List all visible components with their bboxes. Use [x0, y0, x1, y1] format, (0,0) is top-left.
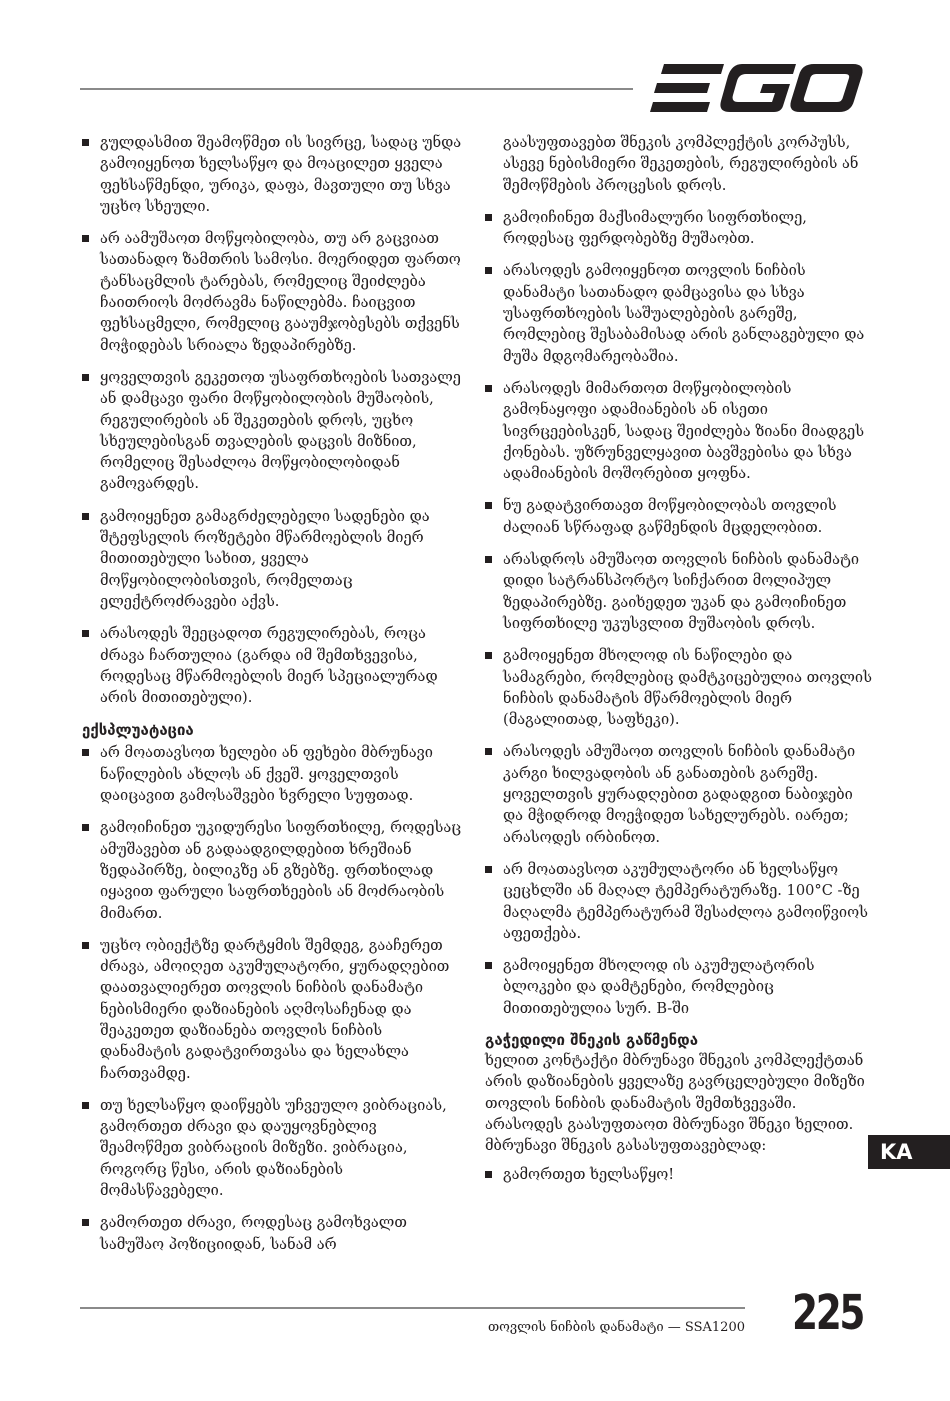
safety-bullet-list-top [82, 132, 462, 708]
list-item: ყოველთვის გეკეთოთ უსაფრთხოების სათვალე ან დამცავი ფარი მოწყობილობის მუშაობის, რეგულირების ან შეკეთების დროს, უცხო სხეულებისგან თვალების დაცვის მიზნით, რომელიც შესაძლოა მოწყობილობიდან გამოვარდეს. [82, 367, 462, 495]
square-bullet-icon [485, 1171, 492, 1178]
square-bullet-icon [82, 1219, 89, 1226]
square-bullet-icon [485, 385, 492, 392]
ego-logo [650, 62, 865, 114]
square-bullet-icon [82, 824, 89, 831]
list-item: არ მოათავსოთ აკუმულატორი ან ხელსაწყო ცეცხლში ან მაღალ ტემპერატურაზე. 100°C -ზე მაღალმა ტემპერატურამ შესაძლოა გამოიწვიოს აფეთქება. [485, 859, 875, 944]
square-bullet-icon [485, 748, 492, 755]
operation-bullet-list-continued [485, 132, 875, 1019]
list-item: გამორთეთ ძრავი, როდესაც გამოხვალთ სამუშაო პოზიციიდან, სანამ არ [82, 1212, 462, 1255]
list-item: არასოდეს შეეცადოთ რეგულირებას, როცა ძრავა ჩართულია (გარდა იმ შემთხვევისა, როდესაც მწარმოებლის მიერ სპეციალურად არის მითითებული). [82, 623, 462, 708]
list-item: გამორთეთ ხელსაწყო! [485, 1164, 875, 1185]
square-bullet-icon [82, 513, 89, 520]
list-item: არასდროს ამუშაოთ თოვლის ნიჩბის დანამატი დიდი სატრანსპორტო სიჩქარით მოლიპულ ზედაპირებზე. გაიხედეთ უკან და გამოიჩინეთ სიფრთხილე უკუსვლით მუშაობის დროს. [485, 549, 875, 634]
square-bullet-icon [485, 556, 492, 563]
list-item: ნუ გადატვირთავთ მოწყობილობას თოვლის ძალიან სწრაფად გაწმენდის მცდელობით. [485, 495, 875, 538]
operation-bullet-list [82, 742, 462, 1255]
square-bullet-icon [82, 235, 89, 242]
list-item: არასოდეს გამოიყენოთ თოვლის ნიჩბის დანამატი სათანადო დამცავისა და სხვა უსაფრთხოების საშუალებების გარეშე, რომლებიც შესაბამისად არის განლაგებული და მუშა მდგომარეობაშია. [485, 260, 875, 366]
instruction-intro: მბრუნავი შნეკის გასასუფთავებლად: [485, 1137, 767, 1155]
square-bullet-icon [485, 502, 492, 509]
list-item: არასოდეს ამუშაოთ თოვლის ნიჩბის დანამატი კარგი ხილვადობის ან განათების გარეშე. ყოველთვის ყურადღებით გადადგით ნაბიჯები და მჭიდროდ მოეჭიდეთ სახელურებს. იარეთ; არასოდეს ირბინოთ. [485, 741, 875, 847]
square-bullet-icon [485, 214, 492, 221]
square-bullet-icon [82, 374, 89, 381]
section-heading-operation: ექსპლუატაცია [82, 721, 194, 740]
list-item: გამოიყენეთ მხოლოდ ის აკუმულატორის ბლოკები და დამტენები, რომლებიც მითითებულია სურ. B-ში [485, 955, 875, 1019]
page-number: 225 [792, 1285, 864, 1341]
square-bullet-icon [485, 652, 492, 659]
square-bullet-icon [82, 942, 89, 949]
list-item: გამოიყენეთ მხოლოდ ის ნაწილები და სამაგრები, რომლებიც დამტკიცებულია თოვლის ნიჩბის დანამატის მწარმოებლის მიერ (მაგალითად, საფხეკი). [485, 645, 875, 730]
footer-rule [80, 1307, 745, 1309]
square-bullet-icon [485, 866, 492, 873]
list-item: გამოიყენეთ გამაგრძელებელი სადენები და შტეფსელის როზეტები მწარმოებლის მიერ მითითებული სახით, ყველა მოწყობილობისთვის, რომელთაც ელექტროძრავები აქვს. [82, 506, 462, 612]
clearing-steps-list [485, 1164, 875, 1185]
list-item-continuation: გაასუფთავებთ შნეკის კომპლექტის კორპუსს, ასევე ნებისმიერი შეკეთების, რეგულირების ან შემოწმების პროცესის დროს. [503, 134, 859, 194]
warning-paragraph: ხელით კონტაქტი მბრუნავი შნეკის კომპლექტთან არის დაზიანების ყველაზე გავრცელებული მიზეზი თოვლის ნიჩბის დანამატის შემთხვევაში. არასოდეს გაასუფთაოთ მბრუნავი შნეკი ხელით. [485, 1051, 865, 1133]
section-heading-clearing-auger: გაჭედილი შნეკის გაწმენდა [485, 1030, 699, 1049]
list-item: არასოდეს მიმართოთ მოწყობილობის გამონაყოფი ადამიანების ან ისეთი სივრცეებისკენ, სადაც შეიძლება ზიანი მიადგეს ქონებას. უზრუნველყავით ბავშვებისა და სხვა ადამიანების მოშორებით ყოფნა. [485, 378, 875, 484]
footer-product-name: თოვლის ნიჩბის დანამატი — SSA1200 [487, 1320, 745, 1335]
list-item: გულდასმით შეამოწმეთ ის სივრცე, სადაც უნდა გამოიყენოთ ხელსაწყო და მოაცილეთ ყველა ფეხსაწმენდი, ურიკა, დაფა, მავთული თუ სხვა უცხო სხეული. [82, 132, 462, 217]
square-bullet-icon [485, 267, 492, 274]
list-item: გამოიჩინეთ მაქსიმალური სიფრთხილე, როდესაც ფერდობებზე მუშაობთ. [485, 207, 875, 250]
header-rule [80, 88, 633, 90]
list-item: გამოიჩინეთ უკიდურესი სიფრთხილე, როდესაც ამუშავებთ ან გადაადგილდებით ხრეშიან ზედაპირზე, ბილიკზე ან გზებზე. ფრთხილად იყავით ფარული საფრთხეების ან მოძრაობის მიმართ. [82, 817, 462, 923]
square-bullet-icon [82, 630, 89, 637]
square-bullet-icon [82, 139, 89, 146]
list-item: უცხო ობიექტზე დარტყმის შემდეგ, გააჩერეთ ძრავა, ამოიღეთ აკუმულატორი, ყურადღებით დაათვალიერეთ თოვლის ნიჩბის დანამატი ნებისმიერი დაზიანების აღმოსაჩენად და შეაკეთეთ დაზიანება თოვლის ნიჩბის დანამატის გადატვირთვასა და ხელახლა ჩართვამდე. [82, 935, 462, 1084]
square-bullet-icon [485, 962, 492, 969]
list-item: არ მოათავსოთ ხელები ან ფეხები მბრუნავი ნაწილების ახლოს ან ქვეშ. ყოველთვის დაიცავით გამოსაშვები ხვრელი სუფთად. [82, 742, 462, 806]
language-tab: KA [868, 1135, 950, 1169]
square-bullet-icon [82, 1102, 89, 1109]
left-column [82, 132, 462, 1266]
list-item: თუ ხელსაწყო დაიწყებს უჩვეულო ვიბრაციას, გამორთეთ ძრავი და დაუყოვნებლივ შეამოწმეთ ვიბრაციის მიზეზი. ვიბრაცია, როგორც წესი, არის დაზიანების მომასწავებელი. [82, 1095, 462, 1201]
right-column [485, 132, 875, 1197]
square-bullet-icon [82, 749, 89, 756]
list-item: არ აამუშაოთ მოწყობილობა, თუ არ გაცვიათ სათანადო ზამთრის სამოსი. მოერიდეთ ფართო ტანსაცმლის ტარებას, რომელიც შეიძლება ჩაითრიოს მოძრავმა ნაწილებმა. ჩაიცვით ფეხსაცმელი, რომელიც გააუმჯობესებს თქვენს მოჭიდებას სრიალა ზედაპირებზე. [82, 228, 462, 356]
